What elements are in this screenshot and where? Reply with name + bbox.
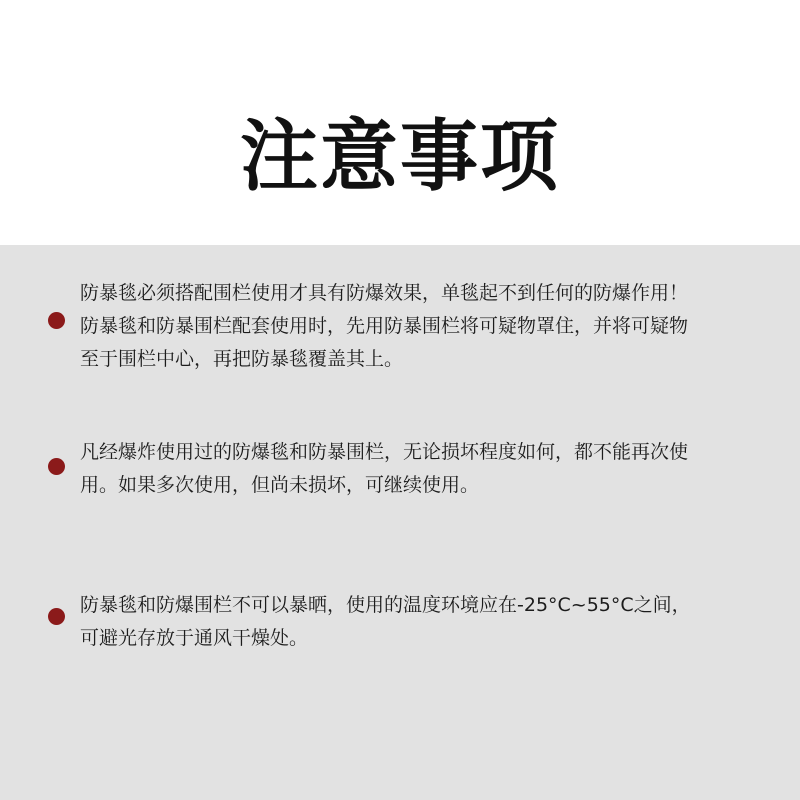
note-line: 防暴毯和防爆围栏不可以暴晒，使用的温度环境应在-25°C~55°C之间， xyxy=(80,594,691,616)
note-line: 防暴毯和防暴围栏配套使用时，先用防暴围栏将可疑物罩住，并将可疑物 xyxy=(80,315,689,337)
note-text xyxy=(80,589,691,655)
bullet-dot-icon xyxy=(48,312,65,329)
header xyxy=(0,0,800,245)
bullet-dot-icon xyxy=(48,458,65,475)
note-line: 至于围栏中心，再把防暴毯覆盖其上。 xyxy=(80,348,404,370)
note-text xyxy=(80,277,688,376)
page-title: 注意事项 xyxy=(239,112,560,202)
note-line: 用。如果多次使用，但尚未损坏，可继续使用。 xyxy=(80,474,480,496)
note-text xyxy=(80,436,688,502)
bullet-dot-icon xyxy=(48,608,65,625)
notes-panel xyxy=(0,245,800,800)
note-line: 可避光存放于通风干燥处。 xyxy=(80,627,309,649)
note-line: 凡经爆炸使用过的防爆毯和防暴围栏，无论损坏程度如何，都不能再次使 xyxy=(80,441,689,463)
note-line: 防暴毯必须搭配围栏使用才具有防爆效果，单毯起不到任何的防爆作用！ xyxy=(80,282,689,304)
